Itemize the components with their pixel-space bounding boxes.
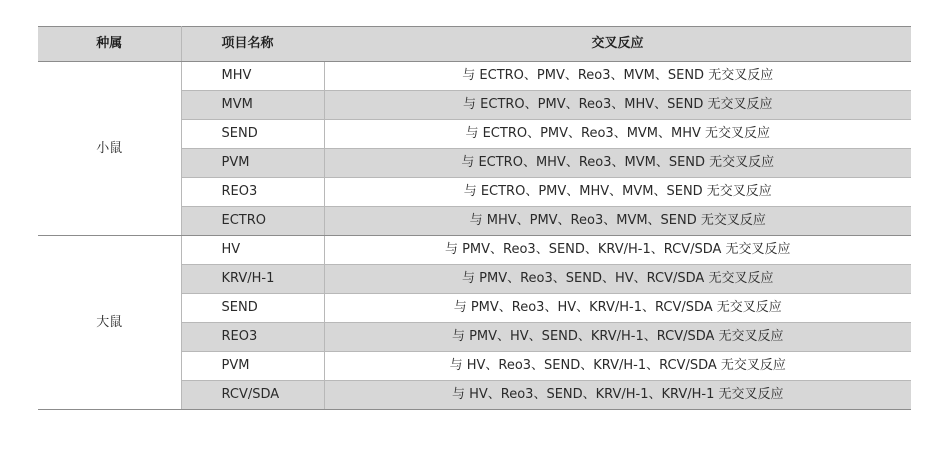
reaction-cell: 与 ECTRO、PMV、Reo3、MHV、SEND 无交叉反应 <box>324 91 911 120</box>
reaction-cell: 与 ECTRO、PMV、MHV、MVM、SEND 无交叉反应 <box>324 178 911 207</box>
reaction-cell: 与 ECTRO、MHV、Reo3、MVM、SEND 无交叉反应 <box>324 149 911 178</box>
table-row <box>38 236 911 265</box>
reaction-cell: 与 MHV、PMV、Reo3、MVM、SEND 无交叉反应 <box>324 207 911 236</box>
item-name-cell: PVM <box>181 149 324 178</box>
item-name-cell: MVM <box>181 91 324 120</box>
item-name-cell: REO3 <box>181 323 324 352</box>
item-name-cell: SEND <box>181 294 324 323</box>
item-name-cell: SEND <box>181 120 324 149</box>
reaction-cell: 与 ECTRO、PMV、Reo3、MVM、SEND 无交叉反应 <box>324 62 911 91</box>
reaction-cell: 与 PMV、Reo3、SEND、KRV/H-1、RCV/SDA 无交叉反应 <box>324 236 911 265</box>
item-name-cell: ECTRO <box>181 207 324 236</box>
item-name-cell: MHV <box>181 62 324 91</box>
item-name-cell: RCV/SDA <box>181 381 324 410</box>
reaction-cell: 与 PMV、Reo3、SEND、HV、RCV/SDA 无交叉反应 <box>324 265 911 294</box>
header-item-name: 项目名称 <box>181 27 324 62</box>
header-species: 种属 <box>38 27 181 62</box>
cross-reactivity-table <box>38 26 911 410</box>
reaction-cell: 与 PMV、HV、SEND、KRV/H-1、RCV/SDA 无交叉反应 <box>324 323 911 352</box>
species-cell-mouse: 小鼠 <box>38 62 181 236</box>
header-cross-reaction: 交叉反应 <box>324 27 911 62</box>
reaction-cell: 与 PMV、Reo3、HV、KRV/H-1、RCV/SDA 无交叉反应 <box>324 294 911 323</box>
table-row <box>38 62 911 91</box>
header-row <box>38 27 911 62</box>
reaction-cell: 与 HV、Reo3、SEND、KRV/H-1、RCV/SDA 无交叉反应 <box>324 352 911 381</box>
species-cell-rat: 大鼠 <box>38 236 181 410</box>
item-name-cell: REO3 <box>181 178 324 207</box>
item-name-cell: KRV/H-1 <box>181 265 324 294</box>
item-name-cell: PVM <box>181 352 324 381</box>
reaction-cell: 与 HV、Reo3、SEND、KRV/H-1、KRV/H-1 无交叉反应 <box>324 381 911 410</box>
reaction-cell: 与 ECTRO、PMV、Reo3、MVM、MHV 无交叉反应 <box>324 120 911 149</box>
item-name-cell: HV <box>181 236 324 265</box>
